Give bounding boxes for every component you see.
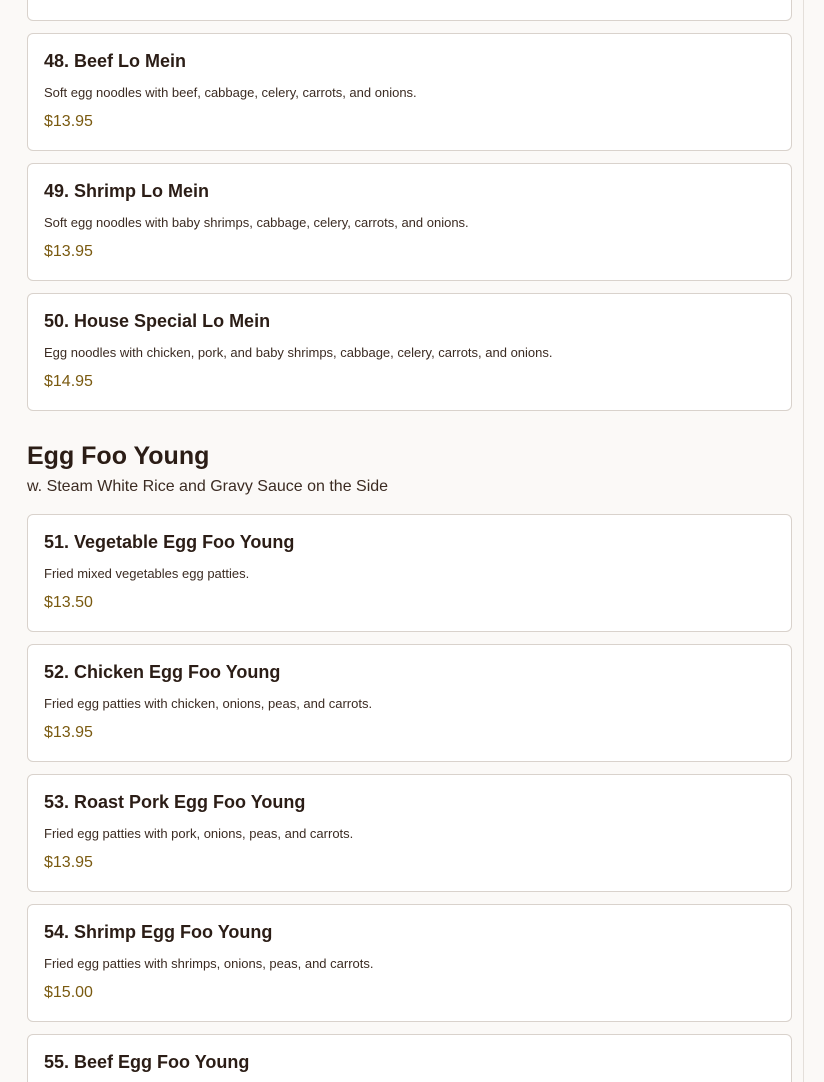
menu-item-price: $13.50 [44, 594, 93, 611]
menu-item-description: Fried egg patties with chicken, onions, peas, and carrots. [44, 696, 373, 711]
menu-item-description: Fried egg patties with shrimps, onions, peas, and carrots. [44, 956, 374, 971]
menu-content [27, 0, 792, 1082]
menu-item-price: $15.00 [44, 984, 93, 1001]
menu-item-card[interactable] [27, 33, 792, 151]
menu-item-title: 50. House Special Lo Mein [44, 311, 271, 331]
menu-item-price: $13.95 [44, 113, 93, 130]
section-subtitle: w. Steam White Rice and Gravy Sauce on the Side [27, 478, 389, 495]
section-header-egg-foo-young [27, 442, 792, 496]
menu-item-card[interactable] [27, 1034, 792, 1082]
menu-item-price: $13.95 [44, 243, 93, 260]
menu-item-card[interactable] [27, 774, 792, 892]
menu-item-title: 54. Shrimp Egg Foo Young [44, 922, 273, 942]
menu-item-description: Fried mixed vegetables egg patties. [44, 566, 250, 581]
menu-item-card[interactable] [27, 514, 792, 632]
menu-item-price: $14.95 [44, 373, 93, 390]
section-title: Egg Foo Young [27, 442, 210, 470]
menu-item-title: 48. Beef Lo Mein [44, 51, 187, 71]
menu-item-card[interactable] [27, 163, 792, 281]
menu-item-title: 52. Chicken Egg Foo Young [44, 662, 281, 682]
menu-item-title: 51. Vegetable Egg Foo Young [44, 532, 295, 552]
menu-item-title: 55. Beef Egg Foo Young [44, 1052, 250, 1072]
menu-item-price: $13.95 [44, 854, 93, 871]
menu-item-card[interactable] [27, 904, 792, 1022]
menu-item-title: 53. Roast Pork Egg Foo Young [44, 792, 306, 812]
menu-item-description: Egg noodles with chicken, pork, and baby shrimps, cabbage, celery, carrots, and onions. [44, 345, 553, 360]
menu-item-description: Fried egg patties with pork, onions, peas, and carrots. [44, 826, 354, 841]
menu-item-price: $13.95 [44, 724, 93, 741]
menu-item-card[interactable] [27, 644, 792, 762]
menu-item-description: Soft egg noodles with baby shrimps, cabbage, celery, carrots, and onions. [44, 215, 469, 230]
menu-item-title: 49. Shrimp Lo Mein [44, 181, 210, 201]
menu-item-card-partial[interactable] [27, 0, 792, 21]
menu-item-description: Soft egg noodles with beef, cabbage, celery, carrots, and onions. [44, 85, 417, 100]
menu-item-card[interactable] [27, 293, 792, 411]
